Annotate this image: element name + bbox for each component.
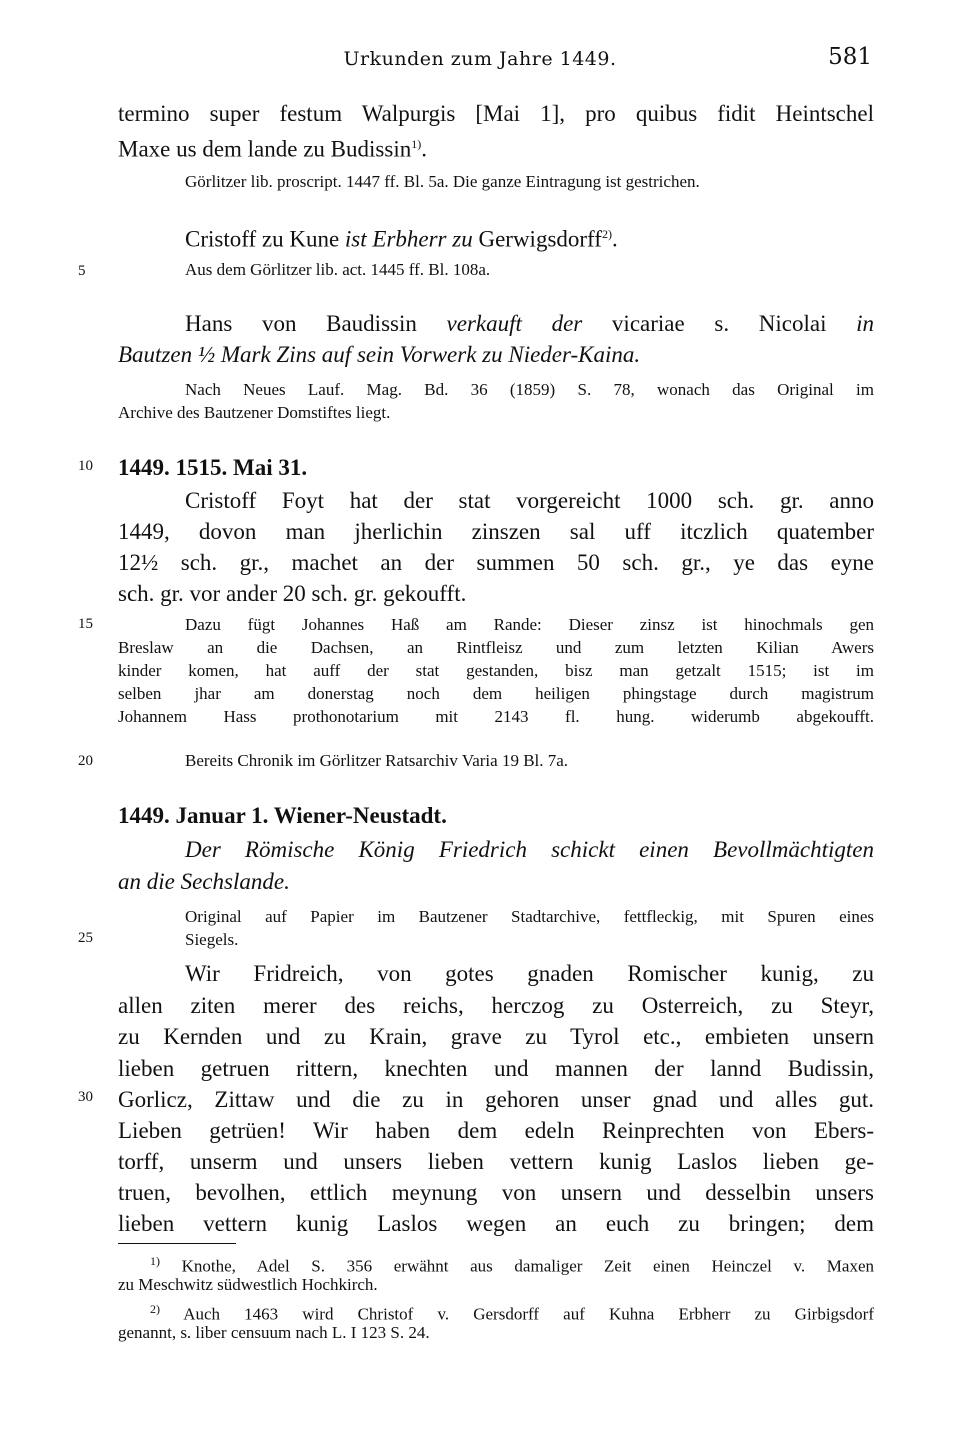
text-line: Gorlicz, Zittaw und die zu in gehoren unser gnad und alles gut.	[118, 1087, 874, 1112]
text-span: Cristoff zu Kune	[185, 226, 345, 252]
source-note: Siegels.	[185, 930, 239, 949]
text-span: .	[421, 136, 427, 162]
footnote-ref: 1)	[411, 137, 422, 151]
footnote: zu Meschwitz südwestlich Hochkirch.	[118, 1275, 378, 1294]
margin-note-line: kinder komen, hat auff der stat gestanden, bisz man getzalt 1515; ist im	[118, 661, 874, 680]
footnote-rule	[118, 1243, 236, 1244]
text-line: Lieben getrüen! Wir haben dem edeln Reinprechten von Ebers-	[118, 1118, 874, 1143]
text-line: truen, bevolhen, ettlich meynung von unsern und desselbin unsers	[118, 1180, 874, 1205]
footnote-marker: 1)	[150, 1254, 160, 1268]
text-line: zu Kernden und zu Krain, grave zu Tyrol etc., embieten unsern	[118, 1024, 874, 1049]
text-span: Gerwigsdorff	[472, 226, 602, 252]
source-note: Aus dem Görlitzer lib. act. 1445 ff. Bl. 108a.	[185, 260, 491, 279]
text-line: allen ziten merer des reichs, herczog zu Osterreich, zu Steyr,	[118, 993, 874, 1018]
text-line: torff, unserm und unsers lieben vettern kunig Laslos lieben ge-	[118, 1149, 874, 1174]
margin-note-line: Breslaw an die Dachsen, an Rintfleisz und zum letzten Kilian Awers	[118, 638, 874, 657]
text-span: Auch 1463 wird Christof v. Gersdorff auf Kuhna Erbherr zu Girbigsdorf	[160, 1304, 874, 1324]
text-line: Wir Fridreich, von gotes gnaden Romischer kunig, zu	[185, 961, 874, 986]
footnote: genannt, s. liber censuum nach L. I 123 S. 24.	[118, 1323, 430, 1342]
line-number: 20	[78, 753, 93, 769]
source-note: Bereits Chronik im Görlitzer Ratsarchiv Varia 19 Bl. 7a.	[185, 751, 569, 770]
text-span: verkauft der	[446, 311, 583, 336]
line-number: 15	[78, 616, 93, 632]
margin-note-line: selben jhar am donerstag noch dem heiligen phingstage durch magistrum	[118, 684, 874, 703]
page-number: 581	[828, 44, 872, 70]
text-span: in	[856, 311, 875, 336]
line-number: 30	[78, 1089, 93, 1105]
footnote-marker: 2)	[150, 1302, 160, 1316]
text-line: termino super festum Walpurgis [Mai 1], pro quibus fidit Heintschel	[118, 101, 874, 126]
entry-heading	[185, 219, 874, 255]
margin-note-line: Johannem Hass prothonotarium mit 2143 fl. hung. widerumb abgekoufft.	[118, 707, 874, 726]
text-line: lieben vettern kunig Laslos wegen an euch zu bringen; dem	[118, 1211, 874, 1236]
line-number: 25	[78, 930, 93, 946]
text-line: 1449, dovon man jherlichin zinszen sal uff itczlich quatember	[118, 519, 874, 544]
text-span: Dazu fügt Johannes Haß am Rande:	[185, 615, 569, 634]
text-span: Dieser zinsz ist hinochmals gen	[568, 615, 874, 634]
source-note: Original auf Papier im Bautzener Stadtarchive, fettfleckig, mit Spuren eines	[185, 907, 874, 926]
running-header: Urkunden zum Jahre 1449.	[343, 48, 617, 70]
text-span: .	[611, 226, 618, 252]
text-span: Knothe, Adel S. 356 erwähnt aus damaliger Zeit einen Heinczel v. Maxen	[160, 1256, 874, 1276]
entry-date-heading: 1449. Januar 1. Wiener-Neustadt.	[118, 803, 447, 828]
text-span: Maxe us dem lande zu Budissin	[118, 136, 412, 162]
source-note: Görlitzer lib. proscript. 1447 ff. Bl. 5a. Die ganze Eintragung ist gestrichen.	[185, 172, 700, 191]
text-line: lieben getruen rittern, knechten und mannen der lannd Budissin,	[118, 1056, 874, 1081]
source-note: Nach Neues Lauf. Mag. Bd. 36 (1859) S. 78, wonach das Original im	[185, 380, 874, 399]
text-line	[118, 129, 874, 165]
text-span: ist Erbherr zu	[344, 226, 473, 252]
line-number: 10	[78, 458, 93, 474]
regest-summary: an die Sechslande.	[118, 869, 290, 894]
entry-date-heading: 1449. 1515. Mai 31.	[118, 455, 308, 480]
footnote-ref: 2)	[601, 227, 612, 241]
margin-note-line	[185, 613, 874, 636]
entry-heading: Bautzen ½ Mark Zins auf sein Vorwerk zu Nieder-Kaina.	[118, 342, 641, 367]
text-line: Cristoff Foyt hat der stat vorgereicht 1000 sch. gr. anno	[185, 488, 874, 513]
text-line: sch. gr. vor ander 20 sch. gr. gekoufft.	[118, 581, 467, 606]
source-note: Archive des Bautzener Domstiftes liegt.	[118, 403, 391, 422]
text-span: vicariae s. Nicolai	[582, 311, 857, 336]
entry-heading	[185, 308, 874, 339]
regest-summary: Der Römische König Friedrich schickt einen Bevollmächtigten	[185, 837, 874, 862]
text-line: 12½ sch. gr., machet an der summen 50 sch. gr., ye das eyne	[118, 550, 874, 575]
line-number: 5	[78, 263, 86, 279]
text-span: Hans von Baudissin	[185, 311, 447, 336]
